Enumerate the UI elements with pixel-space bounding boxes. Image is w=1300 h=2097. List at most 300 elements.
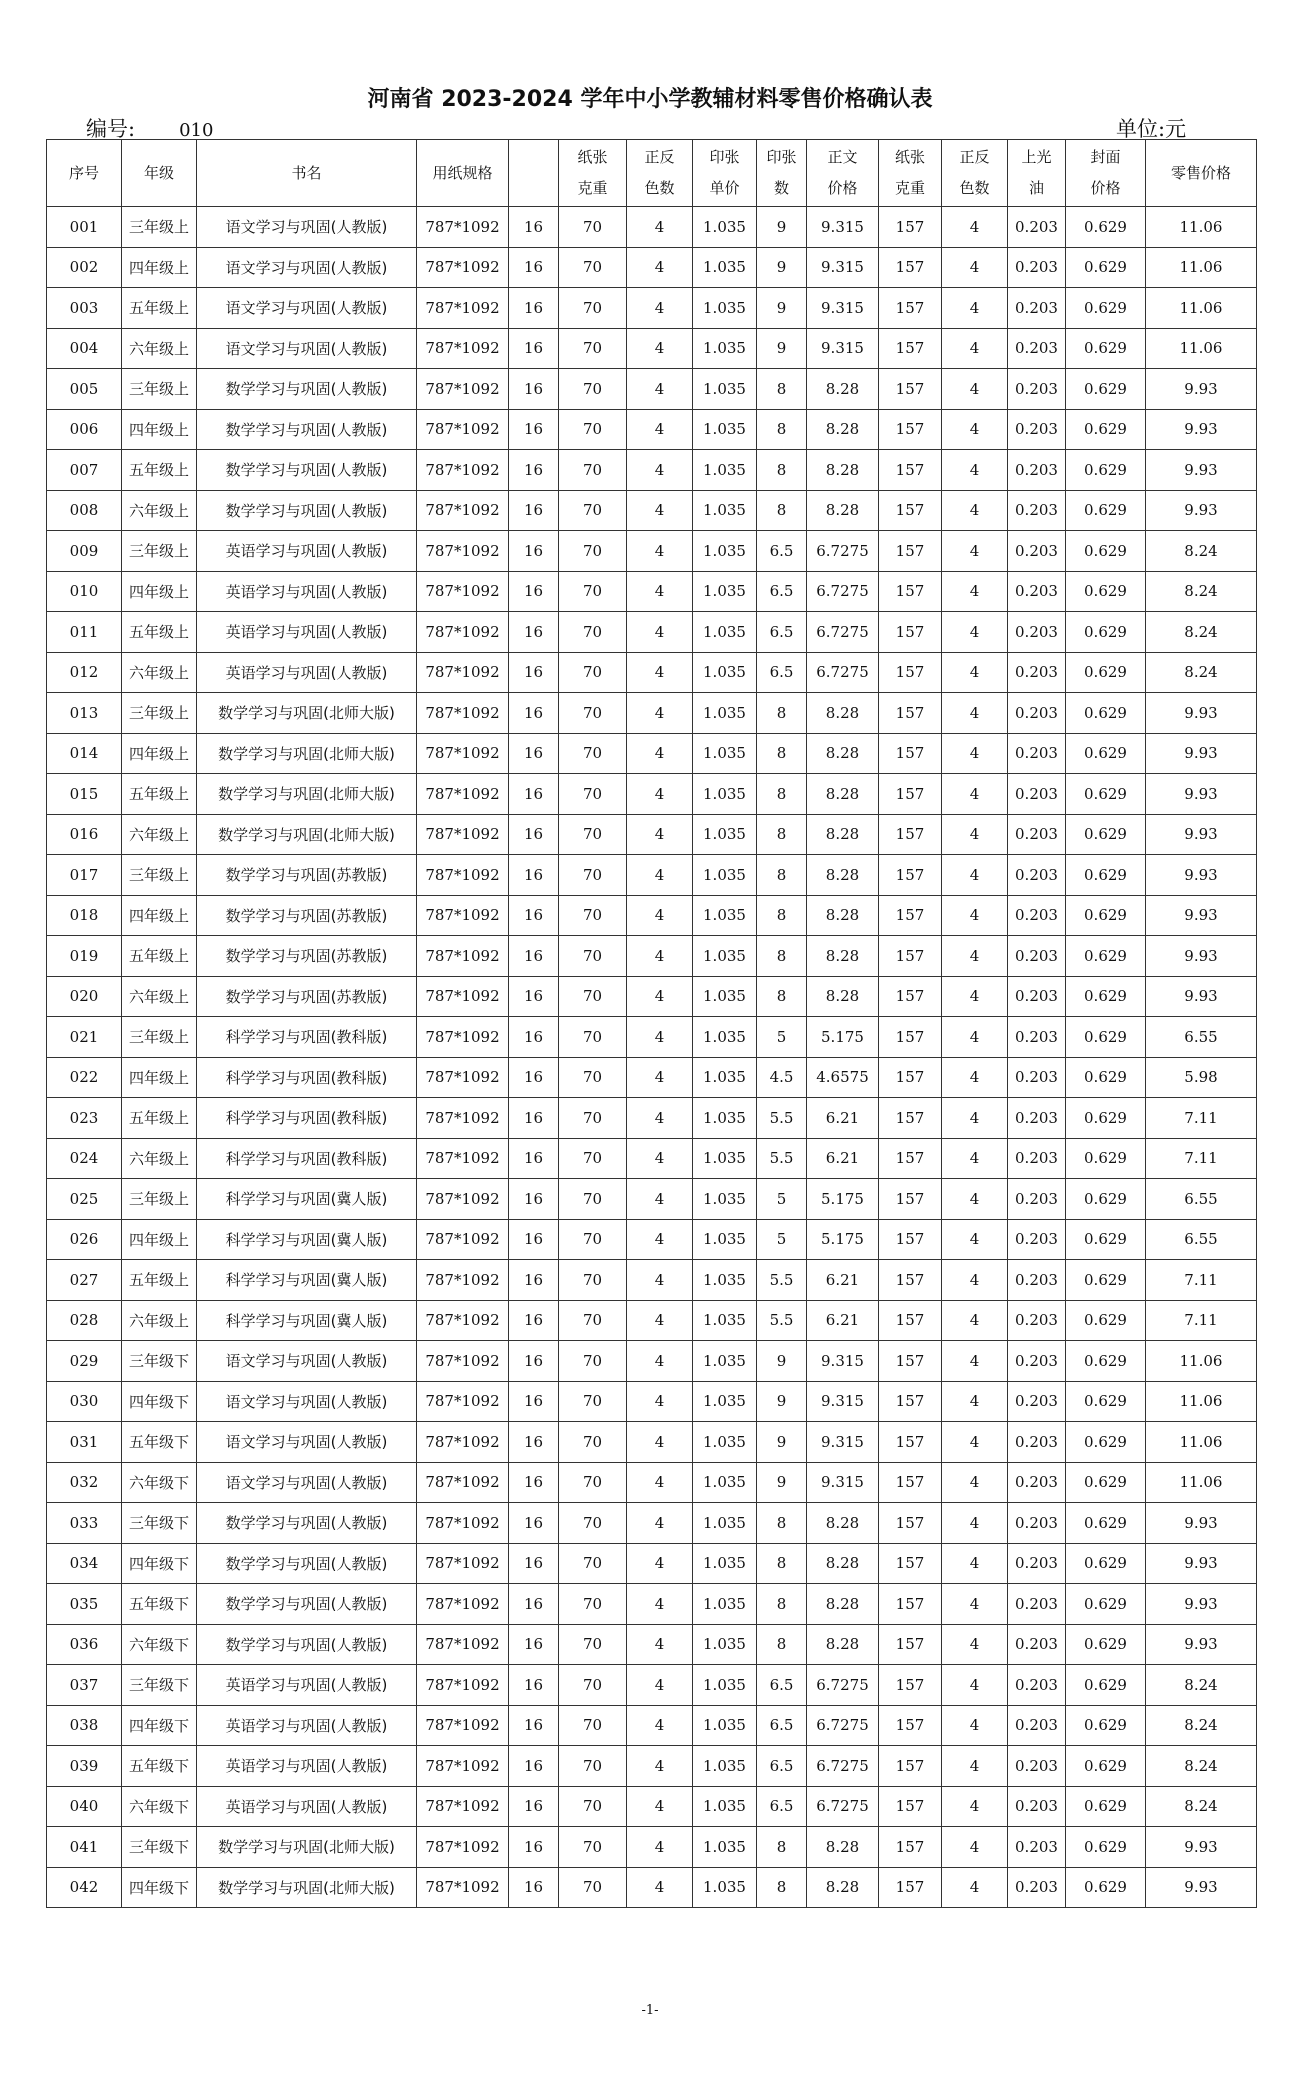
book-name-cell: 数学学习与巩固(苏教版): [197, 895, 417, 936]
cover-color-count-cell: 4: [942, 1746, 1008, 1787]
cover-price-cell: 0.629: [1066, 1260, 1146, 1301]
color-count-cell: 4: [627, 490, 693, 531]
format-cell: 16: [509, 328, 559, 369]
text-price-cell: 9.315: [807, 1422, 879, 1463]
grade-cell: 三年级下: [122, 1341, 197, 1382]
book-name-cell: 科学学习与巩固(教科版): [197, 1098, 417, 1139]
color-count-cell: 4: [627, 1746, 693, 1787]
sheet-count-cell: 9: [757, 1422, 807, 1463]
paper-weight-cell: 70: [559, 1786, 627, 1827]
serial-cell: 006: [47, 409, 122, 450]
sheet-count-cell: 8: [757, 936, 807, 977]
format-cell: 16: [509, 369, 559, 410]
varnish-cell: 0.203: [1008, 1503, 1066, 1544]
serial-cell: 038: [47, 1705, 122, 1746]
sheet-unit-price-cell: 1.035: [693, 936, 757, 977]
sheet-count-cell: 8: [757, 774, 807, 815]
serial-cell: 029: [47, 1341, 122, 1382]
serial-cell: 041: [47, 1827, 122, 1868]
cover-paper-weight-cell: 157: [879, 247, 942, 288]
cover-color-count-cell: 4: [942, 490, 1008, 531]
color-count-cell: 4: [627, 1098, 693, 1139]
paper-spec-cell: 787*1092: [417, 1138, 509, 1179]
sheet-count-cell: 8: [757, 369, 807, 410]
cover-price-cell: 0.629: [1066, 1098, 1146, 1139]
cover-paper-weight-cell: 157: [879, 490, 942, 531]
paper-weight-cell: 70: [559, 1462, 627, 1503]
text-price-cell: 4.6575: [807, 1057, 879, 1098]
grade-cell: 四年级下: [122, 1705, 197, 1746]
retail-price-cell: 9.93: [1146, 774, 1257, 815]
paper-weight-cell: 70: [559, 1503, 627, 1544]
cover-price-cell: 0.629: [1066, 976, 1146, 1017]
serial-cell: 002: [47, 247, 122, 288]
sheet-unit-price-cell: 1.035: [693, 1584, 757, 1625]
sheet-unit-price-cell: 1.035: [693, 693, 757, 734]
text-price-cell: 6.7275: [807, 1665, 879, 1706]
book-name-cell: 数学学习与巩固(苏教版): [197, 936, 417, 977]
sheet-count-cell: 9: [757, 1462, 807, 1503]
serial-label: 编号:: [86, 117, 136, 141]
grade-cell: 六年级上: [122, 490, 197, 531]
cover-color-count-cell: 4: [942, 1057, 1008, 1098]
serial-cell: 005: [47, 369, 122, 410]
paper-weight-cell: 70: [559, 1867, 627, 1908]
retail-price-cell: 11.06: [1146, 1422, 1257, 1463]
cover-price-cell: 0.629: [1066, 1786, 1146, 1827]
color-count-cell: 4: [627, 1422, 693, 1463]
sheet-count-cell: 6.5: [757, 612, 807, 653]
sheet-count-cell: 9: [757, 1341, 807, 1382]
text-price-cell: 9.315: [807, 1381, 879, 1422]
sheet-count-cell: 5: [757, 1179, 807, 1220]
format-cell: 16: [509, 288, 559, 329]
sheet-count-cell: 9: [757, 247, 807, 288]
table-row: [47, 1179, 1257, 1220]
paper-weight-cell: 70: [559, 247, 627, 288]
table-row: [47, 652, 1257, 693]
cover-paper-weight-cell: 157: [879, 207, 942, 248]
paper-spec-cell: 787*1092: [417, 1017, 509, 1058]
table-row: [47, 612, 1257, 653]
sheet-count-cell: 5: [757, 1017, 807, 1058]
sheet-unit-price-cell: 1.035: [693, 1867, 757, 1908]
retail-price-cell: 9.93: [1146, 490, 1257, 531]
cover-color-count-cell: 4: [942, 1381, 1008, 1422]
retail-price-cell: 6.55: [1146, 1017, 1257, 1058]
retail-price-cell: 9.93: [1146, 369, 1257, 410]
color-count-cell: 4: [627, 814, 693, 855]
cover-color-count-cell: 4: [942, 1422, 1008, 1463]
cover-price-cell: 0.629: [1066, 814, 1146, 855]
book-name-cell: 数学学习与巩固(苏教版): [197, 976, 417, 1017]
grade-cell: 三年级上: [122, 1017, 197, 1058]
color-count-cell: 4: [627, 288, 693, 329]
cover-price-cell: 0.629: [1066, 1462, 1146, 1503]
format-cell: 16: [509, 1381, 559, 1422]
cover-paper-weight-cell: 157: [879, 1867, 942, 1908]
paper-weight-cell: 70: [559, 1665, 627, 1706]
color-count-cell: 4: [627, 1786, 693, 1827]
format-cell: 16: [509, 652, 559, 693]
paper-weight-cell: 70: [559, 693, 627, 734]
paper-spec-cell: 787*1092: [417, 612, 509, 653]
book-name-cell: 英语学习与巩固(人教版): [197, 612, 417, 653]
cover-color-count-cell: 4: [942, 1462, 1008, 1503]
varnish-cell: 0.203: [1008, 369, 1066, 410]
table-row: [47, 895, 1257, 936]
paper-spec-cell: 787*1092: [417, 1584, 509, 1625]
paper-spec-cell: 787*1092: [417, 1098, 509, 1139]
cover-price-cell: 0.629: [1066, 571, 1146, 612]
cover-paper-weight-cell: 157: [879, 1786, 942, 1827]
paper-spec-cell: 787*1092: [417, 895, 509, 936]
book-name-cell: 科学学习与巩固(冀人版): [197, 1260, 417, 1301]
book-name-cell: 数学学习与巩固(人教版): [197, 490, 417, 531]
text-price-cell: 9.315: [807, 247, 879, 288]
color-count-cell: 4: [627, 693, 693, 734]
cover-price-cell: 0.629: [1066, 369, 1146, 410]
text-price-cell: 9.315: [807, 288, 879, 329]
cover-price-cell: 0.629: [1066, 1179, 1146, 1220]
sheet-count-cell: 6.5: [757, 1786, 807, 1827]
paper-spec-cell: 787*1092: [417, 855, 509, 896]
text-price-cell: 6.7275: [807, 531, 879, 572]
book-name-cell: 数学学习与巩固(人教版): [197, 1584, 417, 1625]
table-row: [47, 1300, 1257, 1341]
cover-color-count-cell: 4: [942, 1624, 1008, 1665]
format-cell: 16: [509, 1705, 559, 1746]
book-name-cell: 语文学习与巩固(人教版): [197, 1381, 417, 1422]
sheet-unit-price-cell: 1.035: [693, 1665, 757, 1706]
format-cell: 16: [509, 1786, 559, 1827]
grade-cell: 五年级下: [122, 1422, 197, 1463]
text-price-cell: 6.7275: [807, 1705, 879, 1746]
serial-cell: 033: [47, 1503, 122, 1544]
sheet-count-cell: 8: [757, 1503, 807, 1544]
paper-spec-cell: 787*1092: [417, 1867, 509, 1908]
cover-price-cell: 0.629: [1066, 1138, 1146, 1179]
text-price-cell: 6.7275: [807, 571, 879, 612]
serial-cell: 008: [47, 490, 122, 531]
color-count-cell: 4: [627, 1462, 693, 1503]
retail-price-cell: 8.24: [1146, 1786, 1257, 1827]
format-cell: 16: [509, 612, 559, 653]
paper-weight-cell: 70: [559, 288, 627, 329]
retail-price-cell: 7.11: [1146, 1098, 1257, 1139]
color-count-cell: 4: [627, 531, 693, 572]
sheet-count-cell: 8: [757, 409, 807, 450]
grade-cell: 三年级上: [122, 855, 197, 896]
retail-price-cell: 9.93: [1146, 409, 1257, 450]
retail-price-cell: 8.24: [1146, 1746, 1257, 1787]
color-count-cell: 4: [627, 1584, 693, 1625]
sheet-count-cell: 8: [757, 450, 807, 491]
text-price-cell: 8.28: [807, 369, 879, 410]
paper-weight-cell: 70: [559, 1138, 627, 1179]
paper-weight-cell: 70: [559, 1746, 627, 1787]
text-price-cell: 8.28: [807, 733, 879, 774]
cover-color-count-cell: 4: [942, 1503, 1008, 1544]
color-count-cell: 4: [627, 1300, 693, 1341]
sheet-count-cell: 5: [757, 1219, 807, 1260]
cover-paper-weight-cell: 157: [879, 1381, 942, 1422]
cover-price-cell: 0.629: [1066, 1381, 1146, 1422]
book-name-cell: 英语学习与巩固(人教版): [197, 1786, 417, 1827]
grade-cell: 六年级上: [122, 652, 197, 693]
table-row: [47, 369, 1257, 410]
text-price-cell: 8.28: [807, 936, 879, 977]
serial-cell: 027: [47, 1260, 122, 1301]
serial-cell: 016: [47, 814, 122, 855]
paper-weight-cell: 70: [559, 1098, 627, 1139]
sheet-unit-price-cell: 1.035: [693, 1179, 757, 1220]
retail-price-cell: 9.93: [1146, 1584, 1257, 1625]
sheet-count-cell: 8: [757, 733, 807, 774]
cover-paper-weight-cell: 157: [879, 1219, 942, 1260]
cover-color-count-cell: 4: [942, 814, 1008, 855]
retail-price-cell: 11.06: [1146, 1462, 1257, 1503]
format-cell: 16: [509, 855, 559, 896]
retail-price-cell: 9.93: [1146, 1827, 1257, 1868]
retail-price-cell: 8.24: [1146, 1665, 1257, 1706]
text-price-cell: 6.7275: [807, 1786, 879, 1827]
text-price-cell: 8.28: [807, 1827, 879, 1868]
color-count-cell: 4: [627, 1503, 693, 1544]
table-row: [47, 450, 1257, 491]
sheet-count-cell: 5.5: [757, 1300, 807, 1341]
cover-color-count-cell: 4: [942, 652, 1008, 693]
grade-cell: 五年级下: [122, 1584, 197, 1625]
grade-cell: 六年级下: [122, 1624, 197, 1665]
cover-color-count-cell: 4: [942, 774, 1008, 815]
sheet-unit-price-cell: 1.035: [693, 1705, 757, 1746]
paper-weight-cell: 70: [559, 1705, 627, 1746]
format-cell: 16: [509, 1422, 559, 1463]
color-count-cell: 4: [627, 1260, 693, 1301]
book-name-cell: 数学学习与巩固(苏教版): [197, 855, 417, 896]
serial-cell: 028: [47, 1300, 122, 1341]
cover-color-count-cell: 4: [942, 369, 1008, 410]
sheet-count-cell: 8: [757, 1584, 807, 1625]
format-cell: 16: [509, 1300, 559, 1341]
format-cell: 16: [509, 1260, 559, 1301]
cover-paper-weight-cell: 157: [879, 1098, 942, 1139]
paper-spec-cell: 787*1092: [417, 1705, 509, 1746]
sheet-unit-price-cell: 1.035: [693, 814, 757, 855]
cover-paper-weight-cell: 157: [879, 1584, 942, 1625]
cover-color-count-cell: 4: [942, 1786, 1008, 1827]
book-name-cell: 语文学习与巩固(人教版): [197, 247, 417, 288]
cover-color-count-cell: 4: [942, 1705, 1008, 1746]
cover-paper-weight-cell: 157: [879, 369, 942, 410]
format-cell: 16: [509, 976, 559, 1017]
serial-cell: 001: [47, 207, 122, 248]
cover-price-cell: 0.629: [1066, 1746, 1146, 1787]
cover-color-count-cell: 4: [942, 1138, 1008, 1179]
cover-color-count-cell: 4: [942, 531, 1008, 572]
paper-weight-cell: 70: [559, 1543, 627, 1584]
paper-spec-cell: 787*1092: [417, 1381, 509, 1422]
sheet-count-cell: 8: [757, 855, 807, 896]
varnish-cell: 0.203: [1008, 1746, 1066, 1787]
cover-paper-weight-cell: 157: [879, 1665, 942, 1706]
text-price-cell: 8.28: [807, 1867, 879, 1908]
sheet-unit-price-cell: 1.035: [693, 1503, 757, 1544]
cover-paper-weight-cell: 157: [879, 288, 942, 329]
sheet-unit-price-cell: 1.035: [693, 1422, 757, 1463]
text-price-cell: 6.21: [807, 1300, 879, 1341]
paper-weight-cell: 70: [559, 733, 627, 774]
table-row: [47, 571, 1257, 612]
serial-cell: 036: [47, 1624, 122, 1665]
table-row: [47, 814, 1257, 855]
paper-spec-cell: 787*1092: [417, 1543, 509, 1584]
cover-color-count-cell: 4: [942, 895, 1008, 936]
varnish-cell: 0.203: [1008, 1422, 1066, 1463]
varnish-cell: 0.203: [1008, 1179, 1066, 1220]
table-row: [47, 1867, 1257, 1908]
sheet-unit-price-cell: 1.035: [693, 612, 757, 653]
sheet-unit-price-cell: 1.035: [693, 1260, 757, 1301]
column-header: 年级: [122, 140, 197, 207]
cover-color-count-cell: 4: [942, 855, 1008, 896]
cover-paper-weight-cell: 157: [879, 1422, 942, 1463]
grade-cell: 五年级上: [122, 774, 197, 815]
cover-price-cell: 0.629: [1066, 1422, 1146, 1463]
text-price-cell: 5.175: [807, 1179, 879, 1220]
color-count-cell: 4: [627, 1827, 693, 1868]
column-header: 序号: [47, 140, 122, 207]
format-cell: 16: [509, 1462, 559, 1503]
column-header: 纸张 克重: [879, 140, 942, 207]
table-row: [47, 1624, 1257, 1665]
color-count-cell: 4: [627, 328, 693, 369]
serial-cell: 004: [47, 328, 122, 369]
paper-spec-cell: 787*1092: [417, 1827, 509, 1868]
varnish-cell: 0.203: [1008, 976, 1066, 1017]
grade-cell: 六年级下: [122, 1462, 197, 1503]
book-name-cell: 数学学习与巩固(人教版): [197, 369, 417, 410]
retail-price-cell: 11.06: [1146, 247, 1257, 288]
serial-cell: 026: [47, 1219, 122, 1260]
paper-weight-cell: 70: [559, 1017, 627, 1058]
sheet-count-cell: 5.5: [757, 1098, 807, 1139]
color-count-cell: 4: [627, 1705, 693, 1746]
cover-price-cell: 0.629: [1066, 490, 1146, 531]
sheet-unit-price-cell: 1.035: [693, 1300, 757, 1341]
text-price-cell: 6.21: [807, 1098, 879, 1139]
serial-cell: 009: [47, 531, 122, 572]
table-header-row: [47, 140, 1257, 207]
cover-paper-weight-cell: 157: [879, 1705, 942, 1746]
grade-cell: 三年级上: [122, 1179, 197, 1220]
column-header: 印张 数: [757, 140, 807, 207]
paper-spec-cell: 787*1092: [417, 288, 509, 329]
serial-cell: 014: [47, 733, 122, 774]
cover-paper-weight-cell: 157: [879, 1341, 942, 1382]
serial-cell: 039: [47, 1746, 122, 1787]
paper-weight-cell: 70: [559, 1260, 627, 1301]
sheet-unit-price-cell: 1.035: [693, 369, 757, 410]
table-row: [47, 1746, 1257, 1787]
serial-cell: 034: [47, 1543, 122, 1584]
paper-weight-cell: 70: [559, 774, 627, 815]
text-price-cell: 8.28: [807, 1584, 879, 1625]
retail-price-cell: 9.93: [1146, 814, 1257, 855]
cover-paper-weight-cell: 157: [879, 1827, 942, 1868]
cover-price-cell: 0.629: [1066, 531, 1146, 572]
format-cell: 16: [509, 936, 559, 977]
varnish-cell: 0.203: [1008, 207, 1066, 248]
color-count-cell: 4: [627, 409, 693, 450]
text-price-cell: 5.175: [807, 1219, 879, 1260]
book-name-cell: 科学学习与巩固(教科版): [197, 1138, 417, 1179]
table-row: [47, 1098, 1257, 1139]
serial-cell: 025: [47, 1179, 122, 1220]
sheet-count-cell: 6.5: [757, 652, 807, 693]
paper-spec-cell: 787*1092: [417, 814, 509, 855]
format-cell: 16: [509, 490, 559, 531]
paper-weight-cell: 70: [559, 1057, 627, 1098]
varnish-cell: 0.203: [1008, 409, 1066, 450]
varnish-cell: 0.203: [1008, 531, 1066, 572]
sheet-unit-price-cell: 1.035: [693, 895, 757, 936]
serial-cell: 030: [47, 1381, 122, 1422]
cover-price-cell: 0.629: [1066, 409, 1146, 450]
cover-paper-weight-cell: 157: [879, 1057, 942, 1098]
cover-price-cell: 0.629: [1066, 1057, 1146, 1098]
cover-color-count-cell: 4: [942, 1179, 1008, 1220]
cover-price-cell: 0.629: [1066, 936, 1146, 977]
book-name-cell: 数学学习与巩固(北师大版): [197, 693, 417, 734]
grade-cell: 四年级下: [122, 1867, 197, 1908]
sheet-count-cell: 4.5: [757, 1057, 807, 1098]
retail-price-cell: 7.11: [1146, 1260, 1257, 1301]
format-cell: 16: [509, 247, 559, 288]
retail-price-cell: 11.06: [1146, 288, 1257, 329]
paper-weight-cell: 70: [559, 328, 627, 369]
cover-price-cell: 0.629: [1066, 1219, 1146, 1260]
color-count-cell: 4: [627, 976, 693, 1017]
paper-spec-cell: 787*1092: [417, 409, 509, 450]
format-cell: 16: [509, 1341, 559, 1382]
cover-paper-weight-cell: 157: [879, 612, 942, 653]
text-price-cell: 8.28: [807, 895, 879, 936]
sheet-unit-price-cell: 1.035: [693, 1138, 757, 1179]
retail-price-cell: 9.93: [1146, 936, 1257, 977]
grade-cell: 五年级上: [122, 1098, 197, 1139]
color-count-cell: 4: [627, 1179, 693, 1220]
book-name-cell: 语文学习与巩固(人教版): [197, 328, 417, 369]
cover-price-cell: 0.629: [1066, 693, 1146, 734]
cover-price-cell: 0.629: [1066, 1624, 1146, 1665]
varnish-cell: 0.203: [1008, 328, 1066, 369]
cover-price-cell: 0.629: [1066, 855, 1146, 896]
color-count-cell: 4: [627, 855, 693, 896]
format-cell: 16: [509, 1098, 559, 1139]
varnish-cell: 0.203: [1008, 1705, 1066, 1746]
varnish-cell: 0.203: [1008, 693, 1066, 734]
book-name-cell: 数学学习与巩固(人教版): [197, 1503, 417, 1544]
sheet-count-cell: 5.5: [757, 1138, 807, 1179]
paper-weight-cell: 70: [559, 1827, 627, 1868]
cover-paper-weight-cell: 157: [879, 652, 942, 693]
retail-price-cell: 9.93: [1146, 733, 1257, 774]
paper-spec-cell: 787*1092: [417, 1179, 509, 1220]
cover-paper-weight-cell: 157: [879, 1543, 942, 1584]
paper-spec-cell: 787*1092: [417, 490, 509, 531]
